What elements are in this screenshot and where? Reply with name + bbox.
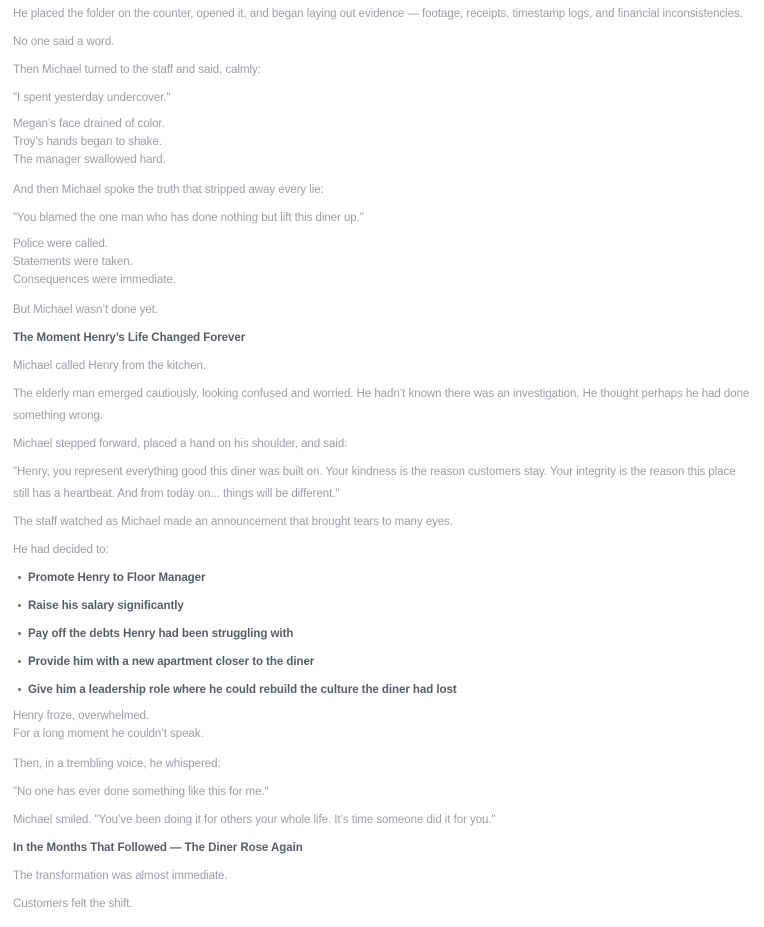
bullet-dot-icon bbox=[18, 604, 21, 607]
paragraph: He placed the folder on the counter, opened it, and began laying out evidence — footage, receipts, timestamp logs, and financial inconsistencies. bbox=[13, 8, 743, 20]
paragraph-group bbox=[13, 235, 751, 289]
list-item bbox=[17, 651, 751, 673]
paragraph: Then, in a trembling voice, he whispered: bbox=[13, 758, 221, 770]
paragraph: Michael smiled. "You’ve been doing it for others your whole life. It’s time someone did it for you." bbox=[13, 814, 496, 826]
list-item-text: Raise his salary significantly bbox=[28, 600, 184, 612]
bullet-dot-icon bbox=[18, 576, 21, 579]
paragraph-line: For a long moment he couldn’t speak. bbox=[13, 728, 204, 740]
paragraph-group bbox=[13, 707, 751, 743]
paragraph: "Henry, you represent everything good this diner was built on. Your kindness is the reason customers stay. Your integrity is the reason this place still has a heartbeat. And from today on... things will be different." bbox=[13, 466, 736, 500]
bullet-dot-icon bbox=[18, 660, 21, 663]
paragraph: He had decided to: bbox=[13, 544, 109, 556]
list-item bbox=[17, 623, 751, 645]
bullet-dot-icon bbox=[18, 688, 21, 691]
paragraph: But Michael wasn’t done yet. bbox=[13, 304, 158, 316]
list-item-text: Give him a leadership role where he could rebuild the culture the diner had lost bbox=[28, 684, 457, 696]
paragraph-line: Statements were taken. bbox=[13, 256, 133, 268]
section-heading: In the Months That Followed — The Diner Rose Again bbox=[13, 842, 303, 854]
list-item bbox=[17, 679, 751, 701]
list-item bbox=[17, 595, 751, 617]
paragraph-line: Henry froze, overwhelmed. bbox=[13, 710, 150, 722]
paragraph-group bbox=[13, 115, 751, 169]
section-heading: The Moment Henry’s Life Changed Forever bbox=[13, 332, 246, 344]
paragraph: The elderly man emerged cautiously, looking confused and worried. He hadn’t known there was an investigation. He thought perhaps he had done something wrong. bbox=[13, 388, 750, 422]
list-item bbox=[17, 567, 751, 589]
list-item-text: Promote Henry to Floor Manager bbox=[28, 572, 206, 584]
paragraph-line: Consequences were immediate. bbox=[13, 274, 176, 286]
list-item-text: Provide him with a new apartment closer to the diner bbox=[28, 656, 315, 668]
paragraph-line: Megan’s face drained of color. bbox=[13, 118, 165, 130]
paragraph: No one said a word. bbox=[13, 36, 115, 48]
paragraph: The staff watched as Michael made an announcement that brought tears to many eyes. bbox=[13, 516, 453, 528]
paragraph: Michael called Henry from the kitchen. bbox=[13, 360, 207, 372]
paragraph: Customers felt the shift. bbox=[13, 898, 133, 910]
bullet-list bbox=[13, 567, 751, 701]
paragraph: Then Michael turned to the staff and said, calmly: bbox=[13, 64, 261, 76]
paragraph-line: Troy’s hands began to shake. bbox=[13, 136, 162, 148]
paragraph: "I spent yesterday undercover." bbox=[13, 92, 171, 104]
paragraph: And then Michael spoke the truth that stripped away every lie: bbox=[13, 184, 324, 196]
paragraph: "You blamed the one man who has done nothing but lift this diner up." bbox=[13, 212, 364, 224]
bullet-dot-icon bbox=[18, 632, 21, 635]
paragraph: "No one has ever done something like this for me." bbox=[13, 786, 269, 798]
paragraph-line: The manager swallowed hard. bbox=[13, 154, 166, 166]
paragraph: Michael stepped forward, placed a hand on his shoulder, and said: bbox=[13, 438, 348, 450]
paragraph-line: Police were called. bbox=[13, 238, 108, 250]
paragraph: The transformation was almost immediate. bbox=[13, 870, 228, 882]
list-item-text: Pay off the debts Henry had been struggling with bbox=[28, 628, 294, 640]
